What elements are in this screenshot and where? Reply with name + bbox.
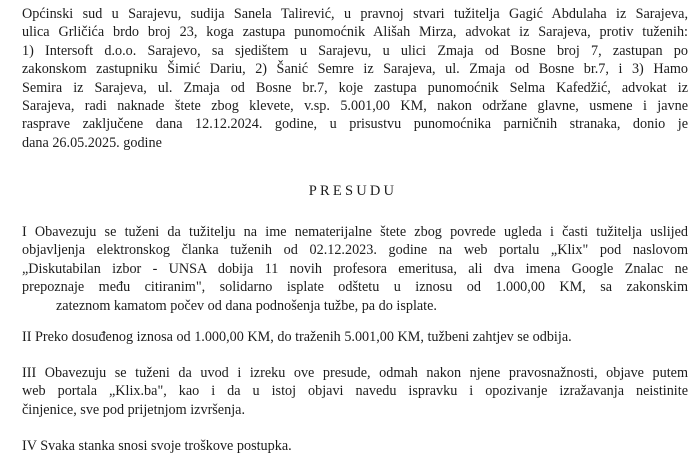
intro-paragraph — [22, 5, 688, 152]
section-3-line: web portala „Klix.ba", kao i da u istoj objavi navedu ispravku i opozivanje izražavanja neistinite — [22, 383, 688, 400]
intro-line: 1) Intersoft d.o.o. Sarajevo, sa sjedištem u Sarajevu, u ulici Zmaja od Bosne broj 7, zastupan po — [22, 42, 688, 59]
judgment-title: PRESUDU — [308, 183, 398, 199]
section-3-paragraph — [22, 364, 688, 419]
intro-line: zakonskom zastupniku Šimić Dariu, 2) Šanić Semre iz Sarajeva, ul. Zmaja od Bosne br.7, i 3) Hamo — [22, 61, 688, 78]
intro-line: Općinski sud u Sarajevu, sudija Sanela Talirević, u pravnoj stvari tužitelja Gagić Abdulaha iz Sarajeva, — [22, 6, 688, 22]
section-1-line: zateznom kamatom počev od dana podnošenja tužbe, pa do isplate. — [56, 297, 437, 314]
section-1-line: objavljenja elektronskog članka tuženih od 02.12.2023. godine na web portalu „Klix" pod naslovom — [22, 242, 688, 259]
intro-line: rasprave zaključene dana 12.12.2024. godine, u prisustvu punomoćnika parničnih stranaka, donio je — [22, 116, 688, 133]
section-1-line: I Obavezuju se tuženi da tužitelju na ime nematerijalne štete zbog povrede ugleda i časti tužitelja uslijed — [22, 224, 688, 240]
section-2-paragraph — [22, 328, 688, 346]
section-3-line: III Obavezuju se tuženi da uvod i izreku ove presude, odmah nakon njene pravosnažnosti, objave putem — [22, 365, 688, 381]
intro-line: Sarajeva, radi naknade štete zbog klevete, v.sp. 5.001,00 KM, nakon održane glavne, usmene i javne — [22, 98, 688, 115]
section-3-line: činjenice, sve pod prijetnjom izvršenja. — [22, 401, 245, 418]
section-2-line: II Preko dosuđenog iznosa od 1.000,00 KM, do traženih 5.001,00 KM, tužbeni zahtjev se odbija. — [22, 329, 572, 345]
section-1-line: prepoznaje među citiranim", solidarno isplate odštetu u iznosu od 1.000,00 KM, sa zakonskim — [22, 279, 688, 296]
section-4-paragraph — [22, 437, 688, 455]
intro-line: Semira iz Sarajeva, ul. Zmaja od Bosne br.7, koje zastupa punomoćnik Selma Kafedžić, advokat iz — [22, 79, 688, 96]
intro-line: ulica Grličića brdo broj 23, koga zastupa punomoćnik Ališah Mirza, advokat iz Sarajeva, protiv tuženih: — [22, 24, 688, 41]
section-4-line: IV Svaka stanka snosi svoje troškove postupka. — [22, 438, 292, 454]
intro-line: dana 26.05.2025. godine — [22, 134, 162, 151]
section-1-paragraph — [22, 223, 688, 315]
section-1-line: „Diskutabilan izbor - UNSA dobija 11 novih profesora emeritusa, ali dva imena Google Znalac ne — [22, 260, 688, 277]
